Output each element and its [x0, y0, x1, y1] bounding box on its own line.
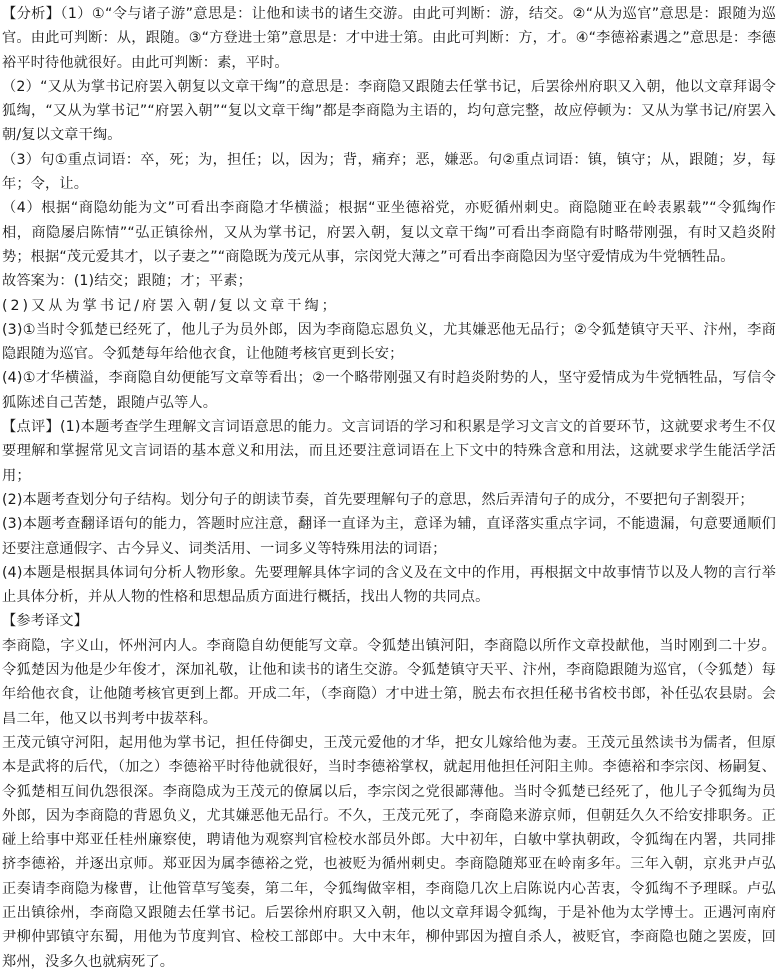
translation-heading: 【参考译文】	[2, 613, 89, 630]
answer-4: (4)①才华横溢，李商隐自幼便能写文章等看出；②一个略带刚强又有时趋炎附势的人，坚守爱情成为牛党牺牲品，写信令狐陈述自己苦楚，跟随卢弘等人。	[2, 370, 776, 411]
analysis-part-3: （3）句①重点词语：卒，死；为，担任；以，因为；背，痛弃；恶，嫌恶。句②重点词语：镇，镇守；从，跟随；岁，每年；令，让。	[2, 151, 776, 193]
comment-2: (2)本题考查划分句子结构。划分句子的朗读节奏，首先要理解句子的意思，然后弄清句子的成分，不要把句子割裂开；	[2, 491, 754, 508]
comment-3: (3)本题考查翻译语句的能力，答题时应注意，翻译一直译为主，意译为辅，直译落实重点字词，不能遗漏，句意要通顺们还要注意通假字、古今异义、词类活用、一词多义等特殊用法的词语；	[2, 516, 776, 557]
comment-1: 【点评】(1)本题考查学生理解文言词语意思的能力。文言词语的学习和积累是学习文言文的首要环节，这就要求考生不仅要理解和掌握常见文言词语的基本意义和用法，而且还要注意词语在上下文中的特殊含意和用法，这就要求学生能活学活用；	[2, 419, 776, 484]
answer-3: (3)①当时令狐楚已经死了，他儿子为员外郎，因为李商隐忘恩负义，尤其嫌恶他无品行；②令狐楚镇守天平、汴州，李商隐跟随为巡官。令狐楚每年给他衣食，让他随考核官更到长安；	[2, 321, 776, 363]
analysis-part-1: 【分析】（1）①“令与诸子游”意思是：让他和读书的诸生交游。由此可判断：游，结交。②“从为巡官”意思是：跟随为巡官。由此可判断：从，跟随。③“方登进士第”意思是：才中进士第。由此可判断：方，才。④“李德裕素遇之”意思是：李德裕平时待他就很好。由此可判断：素，平时。	[2, 6, 776, 71]
answer-intro: 故答案为：(1)结交；跟随；才；平素；	[2, 273, 252, 290]
translation-paragraph-2: 王茂元镇守河阳，起用他为掌书记，担任侍御史，王茂元爱他的才华，把女儿嫁给他为妻。王茂元虽然读书为儒者，但原本是武将的后代，（加之）李德裕平时待他就很好，当时李德裕掌权，就起用他担任河阳主帅。李德裕和李宗闵、杨嗣复、令狐楚相互间仇怨很深。李商隐成为王茂元的僚属以后，李宗闵之党很鄙薄他。当时令狐楚已经死了，他儿子令狐绹为员外郎，因为李商隐的背恩负义，尤其嫌恶他无品行。不久，王茂元死了，李商隐来游京师，但朝廷久久不给安排职务。正碰上给事中郑亚任桂州廉察使，聘请他为观察判官检校水部员外郎。大中初年，白敏中掌执朝政，令狐绹在内署，共同排挤李德裕，并逐出京师。郑亚因为属李德裕之党，也被贬为循州刺史。李商隐随郑亚在岭南多年。三年入朝，京兆尹卢弘正奏请李商隐为椽曹，让他管草写笺奏，第二年，令狐绹做宰相，李商隐几次上启陈说内心苦衷，令狐绹不予理睬。卢弘正出镇徐州，李商隐又跟随去任掌书记。后罢徐州府职又入朝，他以文章拜谒令狐绹，于是补他为太学博士。正遇河南府尹柳仲郢镇守东蜀，用他为节度判官、检校工部郎中。大中末年，柳仲郢因为擅自杀人，被贬官，李商隐也随之罢废，回郑州，没多久也就病死了。	[2, 734, 776, 970]
comment-4: (4)本题是根据具体词句分析人物形象。先要理解具体字词的含义及在文中的作用，再根据文中故事情节以及人物的言行举止具体分析，并从人物的性格和思想品质方面进行概括，找出人物的共同点。	[2, 564, 776, 606]
answer-2: (2)又从为掌书记/府罢入朝/复以文章干绹；	[2, 297, 339, 314]
analysis-part-4: （4）根据“商隐幼能为文”可看出李商隐才华横溢；根据“亚坐德裕党，亦贬循州刺史。商隐随亚在岭表累载”“令狐绹作相，商隐屡启陈情”“弘正镇徐州，又从为掌书记，府罢入朝，复以文章干绹”可看出李商隐有时略带刚强，有时又趋炎附势；根据“茂元爱其才，以子妻之”“商隐既为茂元从事，宗闵党大薄之”可看出李商隐因为坚守爱情成为牛党牺牲品。	[2, 200, 776, 265]
analysis-part-2: （2）“又从为掌书记府罢入朝复以文章干绹”的意思是：李商隐又跟随去任掌书记，后罢徐州府职又入朝，他以文章拜谒令狐绹，“又从为掌书记”“府罢入朝”“复以文章干绹”都是李商隐为主语的，均句意完整，故应停顿为：又从为掌书记/府罢入朝/复以文章干绹。	[2, 78, 776, 144]
translation-paragraph-1: 李商隐，字义山，怀州河内人。李商隐自幼便能写文章。令狐楚出镇河阳，李商隐以所作文章投献他，当时刚到二十岁。令狐楚因为他是少年俊才，深加礼敬，让他和读书的诸生交游。令狐楚镇守天平、汴州，李商隐跟随为巡官，（令狐楚）每年给他衣食，让他随考核官更到上都。开成二年，（李商隐）才中进士第，脱去布衣担任秘书省校书郎，补任弘农县尉。会昌二年，他又以书判考中拔萃科。	[2, 637, 776, 727]
